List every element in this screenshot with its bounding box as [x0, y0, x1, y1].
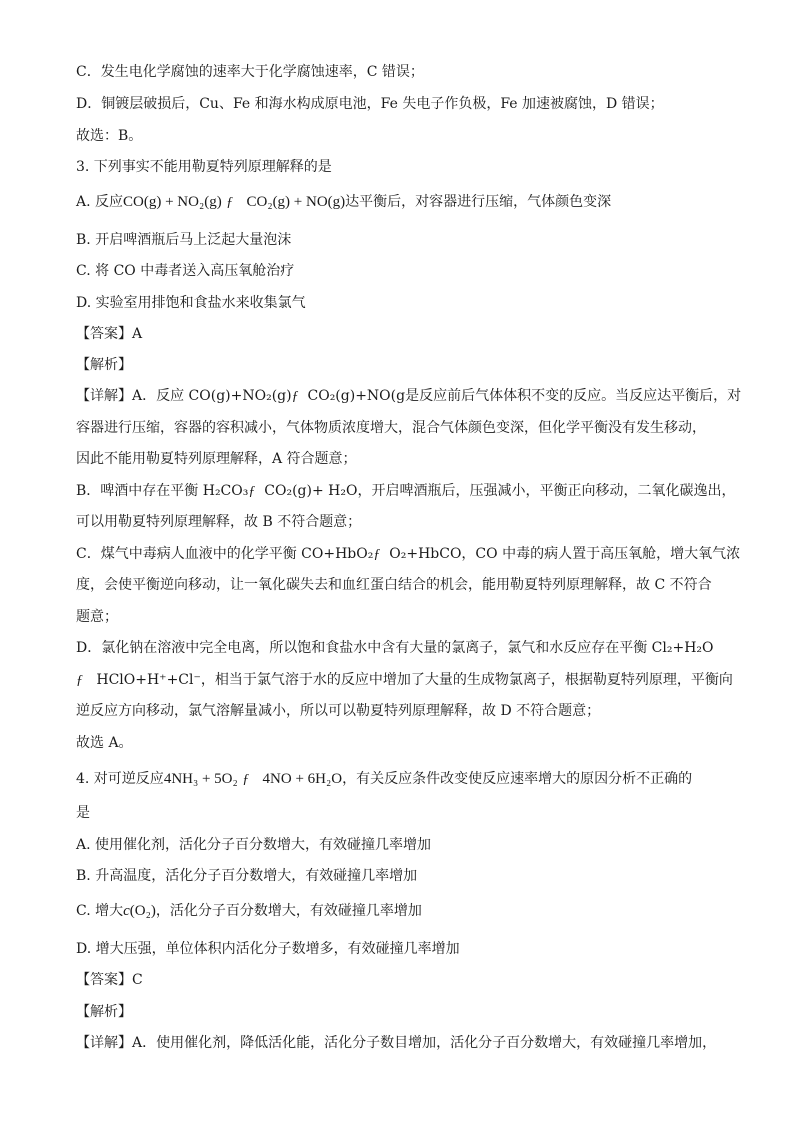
- question-3-option-c: C. 将 CO 中毒者送入高压氧舱治疗: [76, 263, 295, 279]
- question-4-stem: [76, 769, 692, 790]
- text-line: 容器进行压缩，容器的容积减小，气体物质浓度增大，混合气体颜色变深，但化学平衡没有发生移动，: [76, 420, 706, 436]
- detail-c-line: [76, 544, 740, 565]
- detail-d-line: [76, 670, 733, 691]
- equilibrium-arrow-icon: ƒ: [248, 484, 256, 499]
- question-4-option-b: B. 升高温度，活化分子百分数增大，有效碰撞几率增加: [76, 868, 418, 884]
- text-line: 【详解】A．使用催化剂，降低活化能，活化分子数目增加，活化分子百分数增大，有效碰撞几率增加，: [76, 1035, 717, 1051]
- concentration-symbol: c: [123, 903, 130, 919]
- text-line: D．氯化钠在溶液中完全电离，所以饱和食盐水中含有大量的氯离子，氯气和水反应存在平衡 Cl₂+H₂O: [76, 640, 714, 656]
- analysis-label: 【解析】: [76, 357, 132, 373]
- equilibrium-arrow-icon: ƒ: [373, 547, 381, 562]
- text-line: 故选 A。: [76, 735, 133, 751]
- detail-text: C．煤气中毒病人血液中的化学平衡 CO+HbO₂: [76, 546, 374, 562]
- text-line: 题意；: [76, 609, 118, 625]
- question-3-option-a: [76, 192, 611, 213]
- question-4-option-a: A. 使用催化剂，活化分子百分数增大，有效碰撞几率增加: [76, 837, 432, 853]
- stem-text: ，有关反应条件改变使反应速率增大的原因分析不正确的: [342, 771, 693, 787]
- equilibrium-arrow-icon: ƒ: [242, 772, 250, 787]
- question-4-option-d: D. 增大压强，单位体积内活化分子数增多，有效碰撞几率增加: [76, 941, 460, 957]
- species: (O₂): [129, 903, 156, 919]
- text-line: D．铜镀层破损后，Cu、Fe 和海水构成原电池，Fe 失电子作负极，Fe 加速被腐蚀，D 错误；: [76, 96, 664, 112]
- equation-left: CO(g) + NO₂(g): [123, 194, 222, 210]
- text-line: C．发生电化学腐蚀的速率大于化学腐蚀速率，C 错误；: [76, 64, 424, 80]
- text-line: 因此不能用勒夏特列原理解释，A 符合题意；: [76, 451, 357, 467]
- option-prefix: A. 反应: [76, 194, 124, 210]
- text-line: 故选：B。: [76, 128, 143, 144]
- stem-text: 4. 对可逆反应: [76, 771, 164, 787]
- option-prefix: C. 增大: [76, 903, 124, 919]
- detail-text: B．啤酒中存在平衡 H₂CO₃: [76, 483, 249, 499]
- equation-right: CO₂(g) + NO(g): [246, 194, 346, 210]
- option-suffix: 达平衡后，对容器进行压缩，气体颜色变深: [345, 194, 612, 210]
- detail-text: O₂+HbCO，CO 中毒的病人置于高压氧舱，增大氧气浓: [389, 546, 741, 562]
- question-3-option-d: D. 实验室用排饱和食盐水来收集氯气: [76, 295, 306, 311]
- equation-left: 4NH₃ + 5O₂: [163, 771, 238, 787]
- answer-label: 【答案】A: [76, 326, 143, 342]
- text-line: 可以用勒夏特列原理解释，故 B 不符合题意；: [76, 514, 362, 530]
- detail-text: CO₂(g)+NO(g是反应前后气体体积不变的反应。当反应达平衡后，对: [307, 388, 742, 404]
- analysis-label: 【解析】: [76, 1004, 132, 1020]
- detail-text: 【详解】A．反应 CO(g)+NO₂(g): [76, 388, 292, 404]
- equilibrium-arrow-icon: ƒ: [291, 389, 299, 404]
- equilibrium-arrow-icon: ƒ: [226, 195, 234, 210]
- answer-label: 【答案】C: [76, 972, 143, 988]
- detail-text: HClO+H⁺+Cl⁻，相当于氯气溶于水的反应中增加了大量的生成物氯离子，根据勒夏特列原理，平衡向: [96, 672, 733, 688]
- detail-text: CO₂(g)+ H₂O，开启啤酒瓶后，压强减小，平衡正向移动，二氧化碳逸出，: [264, 483, 736, 499]
- question-3-option-b: B. 开启啤酒瓶后马上泛起大量泡沫: [76, 232, 292, 248]
- equation-right: 4NO + 6H₂O: [262, 771, 343, 787]
- detail-a-line: [76, 386, 741, 407]
- text-line: 逆反应方向移动，氯气溶解量减小，所以可以勒夏特列原理解释，故 D 不符合题意；: [76, 703, 601, 719]
- detail-b-line: [76, 481, 735, 502]
- equilibrium-arrow-icon: ƒ: [76, 673, 83, 688]
- question-3-stem: 3. 下列事实不能用勒夏特列原理解释的是: [76, 159, 332, 175]
- text-line: 是: [76, 805, 90, 821]
- text-line: 度，会使平衡逆向移动，让一氧化碳失去和血红蛋白结合的机会，能用勒夏特列原理解释，故 C 不符合: [76, 577, 712, 593]
- option-suffix: ，活化分子百分数增大，有效碰撞几率增加: [155, 903, 422, 919]
- question-4-option-c: [76, 901, 422, 921]
